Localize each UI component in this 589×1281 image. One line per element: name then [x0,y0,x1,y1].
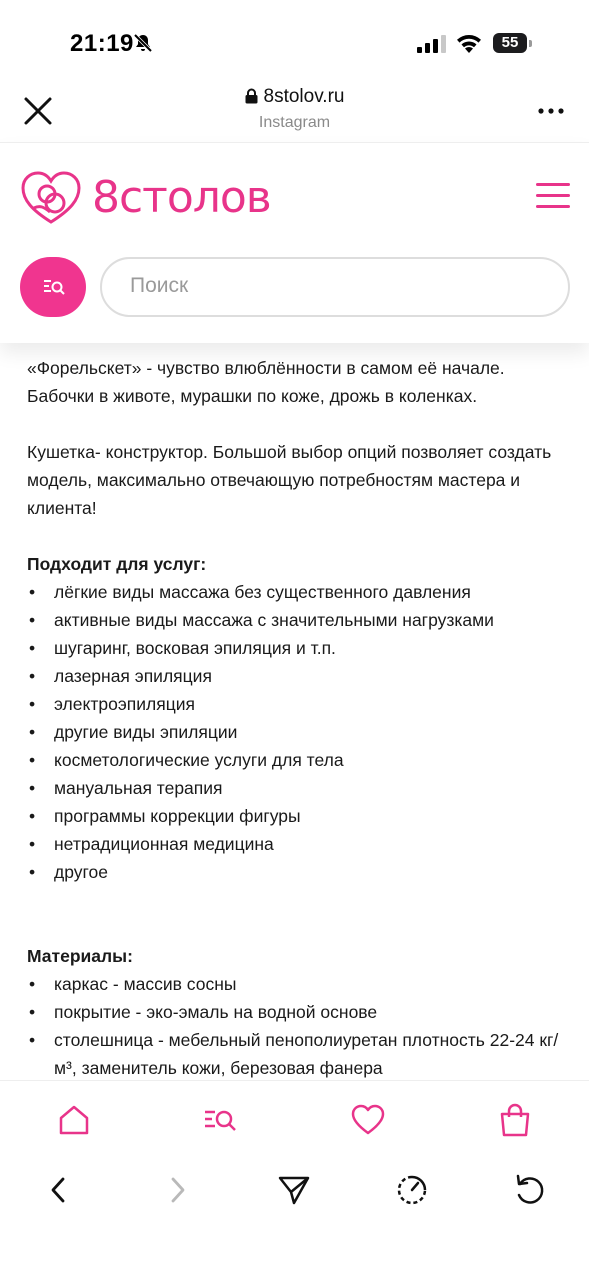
site-header [0,142,589,343]
cellular-signal-icon [417,34,447,54]
bottom-navigation [0,1080,589,1281]
material-item: • покрытие - эко-эмаль на водной основе [27,998,567,1026]
product-description [27,354,567,1110]
search-field[interactable] [100,257,570,317]
catalog-search-icon[interactable] [203,1103,237,1137]
materials-heading: Материалы: [27,946,133,966]
lock-icon [245,88,258,104]
intro-line: Бабочки в животе, мурашки по коже, дрожь в коленках. [27,386,478,406]
service-item: • активные виды массажа с значительными нагрузками [27,606,567,634]
description-paragraph: Кушетка- конструктор. Большой выбор опций позволяет создать модель, максимально отвечающую потребностям мастера и клиента! [27,442,552,518]
search-input[interactable] [128,273,532,299]
speed-icon[interactable] [395,1173,429,1207]
back-icon[interactable] [42,1173,76,1207]
domain-text: 8stolov.ru [263,86,345,107]
material-item: • каркас - массив сосны [27,970,567,998]
status-bar [0,0,589,80]
forward-icon[interactable] [160,1173,194,1207]
service-item: • нетрадиционная медицина [27,830,567,858]
battery-nub [529,40,532,47]
home-icon[interactable] [57,1103,91,1137]
reload-icon[interactable] [513,1173,547,1207]
logo-wordmark: 8столов [92,172,271,223]
page-domain [0,86,589,108]
share-icon[interactable] [277,1173,311,1207]
materials-list [27,970,567,1082]
service-item: • электроэпиляция [27,690,567,718]
cart-bag-icon[interactable] [498,1103,532,1137]
intro-line: «Форельскет» - чувство влюблённости в самом её начале. [27,358,505,378]
spacer [27,914,567,942]
silent-bell-icon [133,33,153,53]
site-logo[interactable] [20,168,271,228]
heart-logo-icon [20,170,82,226]
favorites-heart-icon[interactable] [351,1103,385,1137]
service-item: • другие виды эпиляции [27,718,567,746]
service-item: • мануальная терапия [27,774,567,802]
more-options-icon[interactable] [536,101,566,121]
intro-paragraph [27,354,567,410]
material-item: • столешница - мебельный пенополиуретан плотность 22-24 кг/м³, заменитель кожи, березовая фанера [27,1026,567,1082]
service-item: • другое [27,858,567,886]
service-item: • шугаринг, восковая эпиляция и т.п. [27,634,567,662]
list-search-icon [43,277,65,297]
service-item: • программы коррекции фигуры [27,802,567,830]
services-heading: Подходит для услуг: [27,554,207,574]
battery-indicator [493,33,533,53]
hamburger-menu-icon[interactable] [536,183,570,213]
service-item: • лёгкие виды массажа без существенного давления [27,578,567,606]
service-item: • лазерная эпиляция [27,662,567,690]
catalog-filter-button[interactable] [20,257,86,317]
service-item: • косметологические услуги для тела [27,746,567,774]
wifi-icon [455,32,483,54]
clock: 21:19 [70,30,134,57]
services-list [27,578,567,886]
page-source-label: Instagram [258,114,331,131]
battery-level: 55 [493,33,527,53]
